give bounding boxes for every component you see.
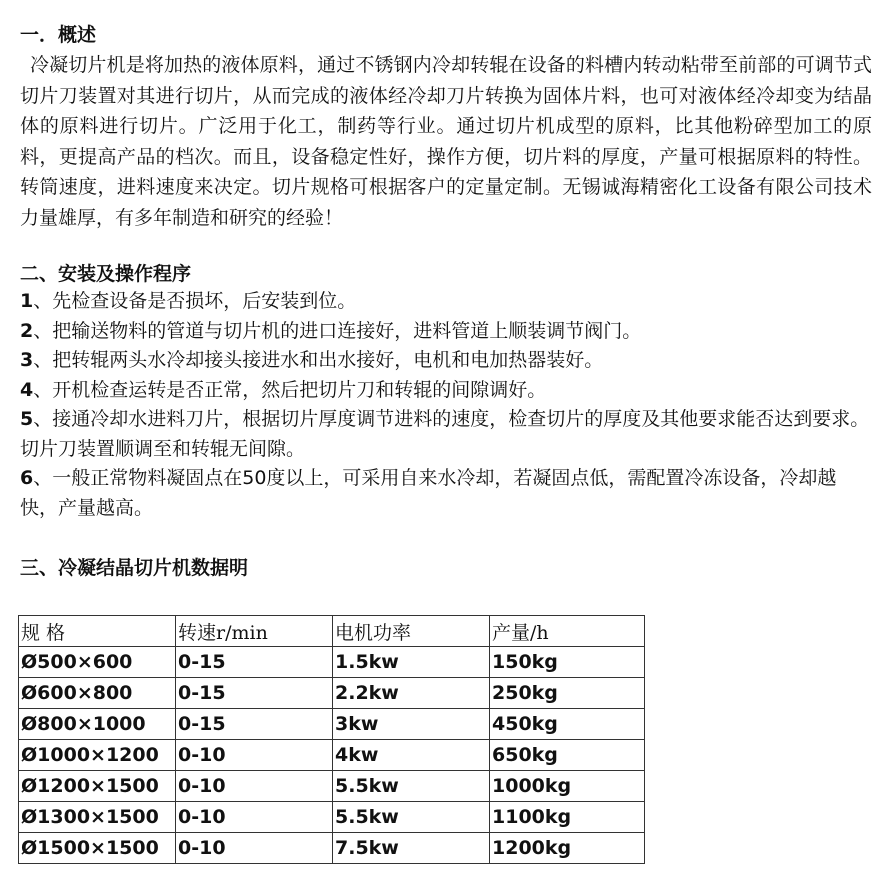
cell-speed: 0-10 bbox=[176, 771, 333, 802]
spacer bbox=[20, 233, 872, 261]
spacer bbox=[20, 581, 872, 615]
table-header-row bbox=[19, 616, 645, 647]
table-row bbox=[19, 833, 645, 864]
cell-speed: 0-15 bbox=[176, 709, 333, 740]
table-row bbox=[19, 771, 645, 802]
section-overview-body: 冷凝切片机是将加热的液体原料，通过不锈钢内冷却转辊在设备的料槽内转动粘带至前部的可调节式切片刀装置对其进行切片，从而完成的液体经冷却刀片转换为固体片料，也可对液体经冷却变为结晶体的原料进行切片。广泛用于化工，制药等行业。通过切片机成型的原料，比其他粉碎型加工的原料，更提高产品的档次。而且，设备稳定性好，操作方便，切片料的厚度，产量可根据原料的特性。转筒速度，进料速度来决定。切片规格可根据客户的定量定制。无锡诚海精密化工设备有限公司技术力量雄厚，有多年制造和研究的经验！ bbox=[20, 54, 872, 229]
section-installation-title: 二、安装及操作程序 bbox=[20, 263, 192, 285]
cell-power: 4kw bbox=[333, 740, 490, 771]
column-header-power: 电机功率 bbox=[333, 616, 490, 647]
cell-power: 3kw bbox=[333, 709, 490, 740]
installation-steps bbox=[20, 287, 872, 523]
cell-output: 1200kg bbox=[490, 833, 645, 864]
cell-output: 1000kg bbox=[490, 771, 645, 802]
cell-spec: Ø500×600 bbox=[19, 647, 176, 678]
document bbox=[20, 22, 872, 864]
cell-spec: Ø1000×1200 bbox=[19, 740, 176, 771]
table-row bbox=[19, 709, 645, 740]
installation-step: 1、先检查设备是否损坏，后安装到位。 bbox=[20, 290, 357, 312]
table-row bbox=[19, 802, 645, 833]
cell-spec: Ø1200×1500 bbox=[19, 771, 176, 802]
cell-power: 5.5kw bbox=[333, 771, 490, 802]
installation-step: 4、开机检查运转是否正常，然后把切片刀和转辊的间隙调好。 bbox=[20, 378, 547, 401]
spacer bbox=[20, 523, 872, 555]
cell-spec: Ø1300×1500 bbox=[19, 802, 176, 833]
table-row bbox=[19, 678, 645, 709]
cell-spec: Ø600×800 bbox=[19, 678, 176, 709]
cell-speed: 0-10 bbox=[176, 833, 333, 864]
table-row bbox=[19, 647, 645, 678]
table-row bbox=[19, 740, 645, 771]
section-spec-title: 三、冷凝结晶切片机数据明 bbox=[20, 557, 249, 579]
cell-speed: 0-10 bbox=[176, 740, 333, 771]
cell-speed: 0-15 bbox=[176, 678, 333, 709]
cell-output: 1100kg bbox=[490, 802, 645, 833]
spec-table bbox=[18, 615, 645, 864]
cell-speed: 0-10 bbox=[176, 802, 333, 833]
installation-step: 5、接通冷却水进料刀片，根据切片厚度调节进料的速度，检查切片的厚度及其他要求能否达到要求。切片刀装置顺调至和转辊无间隙。 bbox=[20, 408, 870, 460]
cell-power: 5.5kw bbox=[333, 802, 490, 833]
cell-output: 250kg bbox=[490, 678, 645, 709]
cell-spec: Ø1500×1500 bbox=[19, 833, 176, 864]
column-header-speed: 转速r/min bbox=[176, 616, 333, 647]
column-header-output: 产量/h bbox=[490, 616, 645, 647]
cell-power: 2.2kw bbox=[333, 678, 490, 709]
cell-output: 150kg bbox=[490, 647, 645, 678]
cell-output: 450kg bbox=[490, 709, 645, 740]
installation-step: 3、把转辊两头水冷却接头接进水和出水接好，电机和电加热器装好。 bbox=[20, 349, 604, 371]
cell-power: 7.5kw bbox=[333, 833, 490, 864]
cell-speed: 0-15 bbox=[176, 647, 333, 678]
installation-step: 6、一般正常物料凝固点在50度以上，可采用自来水冷却，若凝固点低，需配置冷冻设备，冷却越快，产量越高。 bbox=[20, 467, 837, 519]
column-header-spec: 规 格 bbox=[19, 616, 176, 647]
cell-power: 1.5kw bbox=[333, 647, 490, 678]
cell-spec: Ø800×1000 bbox=[19, 709, 176, 740]
cell-output: 650kg bbox=[490, 740, 645, 771]
section-overview-title: 一．概述 bbox=[20, 24, 97, 46]
installation-step: 2、把输送物料的管道与切片机的进口连接好，进料管道上顺装调节阀门。 bbox=[20, 319, 642, 342]
